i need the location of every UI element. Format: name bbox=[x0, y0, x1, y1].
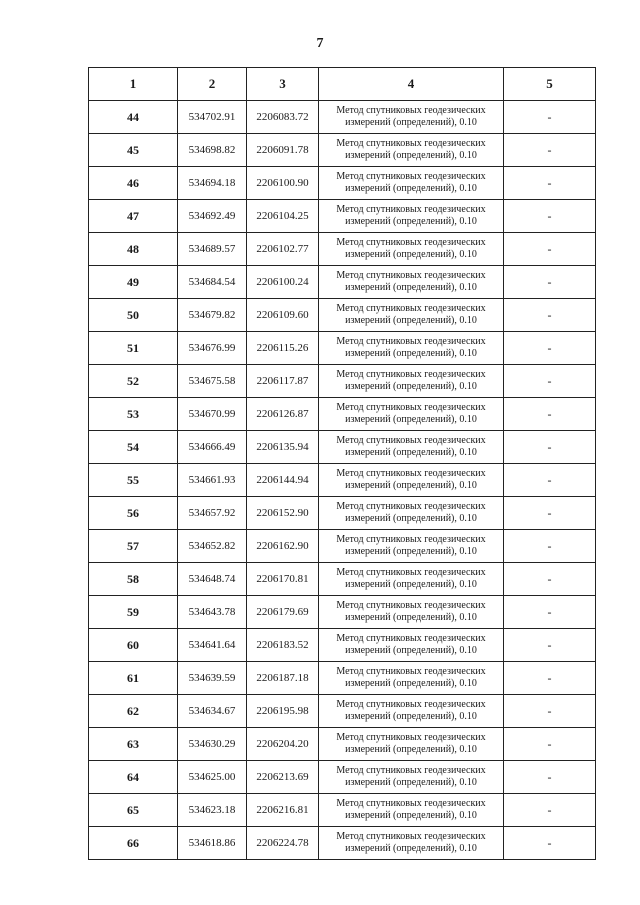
x-coordinate-cell: 534639.59 bbox=[178, 662, 247, 695]
x-coordinate-cell: 534661.93 bbox=[178, 464, 247, 497]
method-cell bbox=[319, 728, 504, 761]
method-cell bbox=[319, 365, 504, 398]
x-coordinate-cell: 534679.82 bbox=[178, 299, 247, 332]
method-line-2: измерений (определений), 0.10 bbox=[345, 711, 477, 722]
x-coordinate-cell: 534694.18 bbox=[178, 167, 247, 200]
x-coordinate-cell: 534625.00 bbox=[178, 761, 247, 794]
note-cell: - bbox=[504, 101, 596, 134]
point-number-cell: 64 bbox=[89, 761, 178, 794]
method-line-1: Метод спутниковых геодезических bbox=[336, 534, 486, 545]
method-cell bbox=[319, 233, 504, 266]
table-row bbox=[89, 629, 596, 662]
method-cell bbox=[319, 464, 504, 497]
point-number-cell: 61 bbox=[89, 662, 178, 695]
table-row bbox=[89, 728, 596, 761]
y-coordinate-cell: 2206170.81 bbox=[247, 563, 319, 596]
x-coordinate-cell: 534684.54 bbox=[178, 266, 247, 299]
x-coordinate-cell: 534666.49 bbox=[178, 431, 247, 464]
y-coordinate-cell: 2206100.90 bbox=[247, 167, 319, 200]
method-line-2: измерений (определений), 0.10 bbox=[345, 579, 477, 590]
page-number: 7 bbox=[316, 36, 324, 51]
y-coordinate-cell: 2206117.87 bbox=[247, 365, 319, 398]
method-line-2: измерений (определений), 0.10 bbox=[345, 249, 477, 260]
note-cell: - bbox=[504, 332, 596, 365]
table-row bbox=[89, 530, 596, 563]
method-line-1: Метод спутниковых геодезических bbox=[336, 435, 486, 446]
method-line-2: измерений (определений), 0.10 bbox=[345, 678, 477, 689]
method-cell bbox=[319, 662, 504, 695]
method-cell bbox=[319, 530, 504, 563]
method-cell bbox=[319, 794, 504, 827]
note-cell: - bbox=[504, 134, 596, 167]
method-line-1: Метод спутниковых геодезических bbox=[336, 765, 486, 776]
x-coordinate-cell: 534702.91 bbox=[178, 101, 247, 134]
table-row bbox=[89, 695, 596, 728]
y-coordinate-cell: 2206162.90 bbox=[247, 530, 319, 563]
table-row bbox=[89, 134, 596, 167]
method-line-1: Метод спутниковых геодезических bbox=[336, 402, 486, 413]
point-number-cell: 53 bbox=[89, 398, 178, 431]
y-coordinate-cell: 2206152.90 bbox=[247, 497, 319, 530]
note-cell: - bbox=[504, 266, 596, 299]
column-header-method: 4 bbox=[319, 68, 504, 101]
x-coordinate-cell: 534689.57 bbox=[178, 233, 247, 266]
note-cell: - bbox=[504, 761, 596, 794]
y-coordinate-cell: 2206083.72 bbox=[247, 101, 319, 134]
y-coordinate-cell: 2206204.20 bbox=[247, 728, 319, 761]
table-row bbox=[89, 794, 596, 827]
x-coordinate-cell: 534630.29 bbox=[178, 728, 247, 761]
table-row bbox=[89, 464, 596, 497]
y-coordinate-cell: 2206102.77 bbox=[247, 233, 319, 266]
method-line-1: Метод спутниковых геодезических bbox=[336, 237, 486, 248]
note-cell: - bbox=[504, 728, 596, 761]
y-coordinate-cell: 2206091.78 bbox=[247, 134, 319, 167]
table-body bbox=[89, 101, 596, 860]
table-row bbox=[89, 761, 596, 794]
point-number-cell: 62 bbox=[89, 695, 178, 728]
x-coordinate-cell: 534618.86 bbox=[178, 827, 247, 860]
x-coordinate-cell: 534692.49 bbox=[178, 200, 247, 233]
point-number-cell: 45 bbox=[89, 134, 178, 167]
note-cell: - bbox=[504, 563, 596, 596]
method-line-2: измерений (определений), 0.10 bbox=[345, 414, 477, 425]
x-coordinate-cell: 534634.67 bbox=[178, 695, 247, 728]
method-line-2: измерений (определений), 0.10 bbox=[345, 216, 477, 227]
x-coordinate-cell: 534641.64 bbox=[178, 629, 247, 662]
method-line-1: Метод спутниковых геодезических bbox=[336, 600, 486, 611]
point-number-cell: 54 bbox=[89, 431, 178, 464]
note-cell: - bbox=[504, 662, 596, 695]
method-line-1: Метод спутниковых геодезических bbox=[336, 369, 486, 380]
table-row bbox=[89, 662, 596, 695]
note-cell: - bbox=[504, 497, 596, 530]
table-row bbox=[89, 398, 596, 431]
column-header-note: 5 bbox=[504, 68, 596, 101]
method-line-1: Метод спутниковых геодезических bbox=[336, 567, 486, 578]
point-number-cell: 46 bbox=[89, 167, 178, 200]
method-line-2: измерений (определений), 0.10 bbox=[345, 381, 477, 392]
method-line-2: измерений (определений), 0.10 bbox=[345, 150, 477, 161]
y-coordinate-cell: 2206104.25 bbox=[247, 200, 319, 233]
y-coordinate-cell: 2206135.94 bbox=[247, 431, 319, 464]
method-line-1: Метод спутниковых геодезических bbox=[336, 204, 486, 215]
point-number-cell: 51 bbox=[89, 332, 178, 365]
method-line-1: Метод спутниковых геодезических bbox=[336, 336, 486, 347]
x-coordinate-cell: 534670.99 bbox=[178, 398, 247, 431]
method-cell bbox=[319, 299, 504, 332]
method-line-2: измерений (определений), 0.10 bbox=[345, 183, 477, 194]
x-coordinate-cell: 534698.82 bbox=[178, 134, 247, 167]
x-coordinate-cell: 534643.78 bbox=[178, 596, 247, 629]
point-number-cell: 44 bbox=[89, 101, 178, 134]
table-row bbox=[89, 266, 596, 299]
point-number-cell: 57 bbox=[89, 530, 178, 563]
point-number-cell: 63 bbox=[89, 728, 178, 761]
x-coordinate-cell: 534652.82 bbox=[178, 530, 247, 563]
note-cell: - bbox=[504, 530, 596, 563]
note-cell: - bbox=[504, 629, 596, 662]
table-row bbox=[89, 365, 596, 398]
x-coordinate-cell: 534648.74 bbox=[178, 563, 247, 596]
method-line-2: измерений (определений), 0.10 bbox=[345, 777, 477, 788]
table-row bbox=[89, 101, 596, 134]
method-line-2: измерений (определений), 0.10 bbox=[345, 282, 477, 293]
y-coordinate-cell: 2206224.78 bbox=[247, 827, 319, 860]
point-number-cell: 59 bbox=[89, 596, 178, 629]
method-line-1: Метод спутниковых геодезических bbox=[336, 138, 486, 149]
point-number-cell: 66 bbox=[89, 827, 178, 860]
method-line-2: измерений (определений), 0.10 bbox=[345, 117, 477, 128]
note-cell: - bbox=[504, 464, 596, 497]
y-coordinate-cell: 2206144.94 bbox=[247, 464, 319, 497]
note-cell: - bbox=[504, 794, 596, 827]
y-coordinate-cell: 2206126.87 bbox=[247, 398, 319, 431]
note-cell: - bbox=[504, 233, 596, 266]
method-cell bbox=[319, 497, 504, 530]
table-row bbox=[89, 200, 596, 233]
coordinates-table bbox=[88, 67, 596, 860]
table-row bbox=[89, 497, 596, 530]
note-cell: - bbox=[504, 200, 596, 233]
point-number-cell: 47 bbox=[89, 200, 178, 233]
x-coordinate-cell: 534675.58 bbox=[178, 365, 247, 398]
method-line-1: Метод спутниковых геодезических bbox=[336, 666, 486, 677]
method-line-1: Метод спутниковых геодезических bbox=[336, 303, 486, 314]
method-line-1: Метод спутниковых геодезических bbox=[336, 633, 486, 644]
method-cell bbox=[319, 827, 504, 860]
method-line-1: Метод спутниковых геодезических bbox=[336, 468, 486, 479]
point-number-cell: 58 bbox=[89, 563, 178, 596]
y-coordinate-cell: 2206213.69 bbox=[247, 761, 319, 794]
method-line-1: Метод спутниковых геодезических bbox=[336, 699, 486, 710]
point-number-cell: 65 bbox=[89, 794, 178, 827]
column-header-point-number: 1 bbox=[89, 68, 178, 101]
y-coordinate-cell: 2206179.69 bbox=[247, 596, 319, 629]
point-number-cell: 49 bbox=[89, 266, 178, 299]
table-row bbox=[89, 563, 596, 596]
method-cell bbox=[319, 695, 504, 728]
point-number-cell: 48 bbox=[89, 233, 178, 266]
x-coordinate-cell: 534623.18 bbox=[178, 794, 247, 827]
method-cell bbox=[319, 761, 504, 794]
method-cell bbox=[319, 200, 504, 233]
note-cell: - bbox=[504, 827, 596, 860]
y-coordinate-cell: 2206100.24 bbox=[247, 266, 319, 299]
y-coordinate-cell: 2206187.18 bbox=[247, 662, 319, 695]
point-number-cell: 56 bbox=[89, 497, 178, 530]
method-cell bbox=[319, 101, 504, 134]
method-line-2: измерений (определений), 0.10 bbox=[345, 348, 477, 359]
header-row bbox=[89, 68, 596, 101]
method-line-2: измерений (определений), 0.10 bbox=[345, 843, 477, 854]
method-cell bbox=[319, 266, 504, 299]
method-cell bbox=[319, 431, 504, 464]
method-line-2: измерений (определений), 0.10 bbox=[345, 480, 477, 491]
note-cell: - bbox=[504, 695, 596, 728]
method-line-2: измерений (определений), 0.10 bbox=[345, 612, 477, 623]
method-line-1: Метод спутниковых геодезических bbox=[336, 105, 486, 116]
method-line-1: Метод спутниковых геодезических bbox=[336, 171, 486, 182]
point-number-cell: 55 bbox=[89, 464, 178, 497]
x-coordinate-cell: 534657.92 bbox=[178, 497, 247, 530]
table-row bbox=[89, 431, 596, 464]
note-cell: - bbox=[504, 398, 596, 431]
table-row bbox=[89, 167, 596, 200]
table-row bbox=[89, 596, 596, 629]
note-cell: - bbox=[504, 365, 596, 398]
point-number-cell: 52 bbox=[89, 365, 178, 398]
method-line-2: измерений (определений), 0.10 bbox=[345, 513, 477, 524]
y-coordinate-cell: 2206195.98 bbox=[247, 695, 319, 728]
y-coordinate-cell: 2206109.60 bbox=[247, 299, 319, 332]
note-cell: - bbox=[504, 431, 596, 464]
method-cell bbox=[319, 167, 504, 200]
method-line-1: Метод спутниковых геодезических bbox=[336, 270, 486, 281]
method-line-1: Метод спутниковых геодезических bbox=[336, 501, 486, 512]
method-line-2: измерений (определений), 0.10 bbox=[345, 810, 477, 821]
method-line-2: измерений (определений), 0.10 bbox=[345, 645, 477, 656]
point-number-cell: 60 bbox=[89, 629, 178, 662]
column-header-y-coordinate: 3 bbox=[247, 68, 319, 101]
table-header bbox=[89, 68, 596, 101]
method-line-1: Метод спутниковых геодезических bbox=[336, 831, 486, 842]
table-row bbox=[89, 332, 596, 365]
x-coordinate-cell: 534676.99 bbox=[178, 332, 247, 365]
method-cell bbox=[319, 134, 504, 167]
note-cell: - bbox=[504, 596, 596, 629]
note-cell: - bbox=[504, 167, 596, 200]
method-line-1: Метод спутниковых геодезических bbox=[336, 732, 486, 743]
method-line-2: измерений (определений), 0.10 bbox=[345, 546, 477, 557]
method-line-2: измерений (определений), 0.10 bbox=[345, 447, 477, 458]
y-coordinate-cell: 2206115.26 bbox=[247, 332, 319, 365]
method-cell bbox=[319, 596, 504, 629]
y-coordinate-cell: 2206183.52 bbox=[247, 629, 319, 662]
point-number-cell: 50 bbox=[89, 299, 178, 332]
method-cell bbox=[319, 563, 504, 596]
method-line-2: измерений (определений), 0.10 bbox=[345, 744, 477, 755]
note-cell: - bbox=[504, 299, 596, 332]
method-cell bbox=[319, 398, 504, 431]
table-row bbox=[89, 299, 596, 332]
method-cell bbox=[319, 332, 504, 365]
table-row bbox=[89, 827, 596, 860]
method-cell bbox=[319, 629, 504, 662]
method-line-1: Метод спутниковых геодезических bbox=[336, 798, 486, 809]
method-line-2: измерений (определений), 0.10 bbox=[345, 315, 477, 326]
y-coordinate-cell: 2206216.81 bbox=[247, 794, 319, 827]
column-header-x-coordinate: 2 bbox=[178, 68, 247, 101]
table-row bbox=[89, 233, 596, 266]
